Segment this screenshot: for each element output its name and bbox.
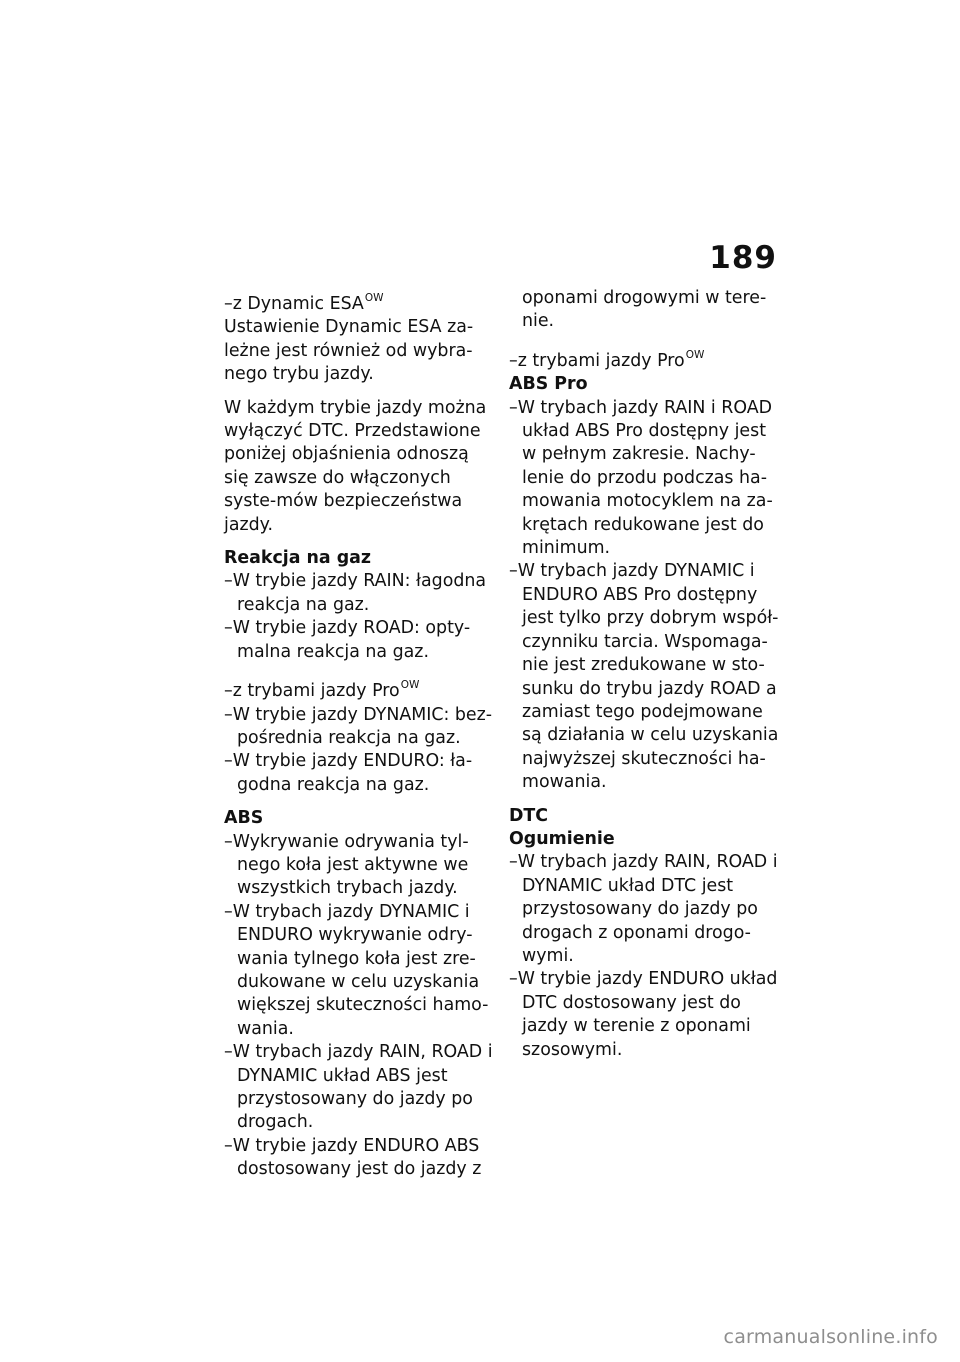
pro-sup-right: OW bbox=[685, 348, 705, 361]
list-item: –Wykrywanie odrywania tyl-nego koła jest aktywne we wszystkich trybach jazdy. bbox=[224, 831, 469, 899]
list-item: –W trybie jazdy DYNAMIC: bez-pośrednia reakcja na gaz. bbox=[224, 704, 493, 748]
list-item: –W trybie jazdy ENDURO ABS dostosowany jest do jazdy z bbox=[224, 1135, 482, 1180]
continuation-text: oponami drogowymi w tere-nie. bbox=[522, 288, 767, 332]
pro-heading-right-text: z trybami jazdy Pro bbox=[517, 350, 685, 371]
pro-sup: OW bbox=[400, 679, 420, 692]
list-item: –W trybie jazdy ROAD: opty-malna reakcja na gaz. bbox=[224, 618, 471, 662]
watermark-link[interactable]: carmanualsonline.info bbox=[723, 1326, 938, 1348]
pro-heading-text: z trybami jazdy Pro bbox=[232, 681, 400, 702]
dtc-heading: DTC bbox=[509, 805, 549, 826]
list-item: –W trybach jazdy RAIN, ROAD i DYNAMIC układ ABS jest przystosowany do jazdy po drogach. bbox=[224, 1042, 493, 1133]
list-item: –W trybach jazdy DYNAMIC i ENDURO wykrywanie odry-wania tylnego koła jest zre-dukowane w celu uzyskania większej skuteczności hamo-wania. bbox=[224, 901, 489, 1039]
esa-text: Ustawienie Dynamic ESA za-leżne jest również od wybra-nego trybu jazdy. bbox=[224, 317, 474, 385]
pro-heading-right: –z trybami jazdy Pro$^{OW}$ bbox=[509, 348, 705, 371]
dtc-intro-text: W każdym trybie jazdy można wyłączyć DTC. Przedstawione poniżej objaśnienia odnoszą się zawsze do włączonych syste-mów bezpieczeństwa jazdy. bbox=[224, 397, 487, 535]
esa-heading: –z Dynamic $ESA^{OW}$ bbox=[224, 292, 384, 314]
throttle-heading: Reakcja na gaz bbox=[224, 548, 372, 569]
list-item: –W trybach jazdy RAIN, ROAD i DYNAMIC układ DTC jest przystosowany do jazdy po drogach z oponami drogo-wymi. bbox=[509, 852, 778, 966]
abs-pro-heading: ABS Pro bbox=[509, 374, 588, 395]
esa-sup: OW bbox=[364, 292, 384, 304]
list-item: –W trybach jazdy RAIN i ROAD układ ABS Pro dostępny jest w pełnym zakresie. Nachy-lenie do przodu podczas ha-mowania motocyklem na za-krętach redukowane jest do minimum. bbox=[509, 397, 773, 559]
list-item: –W trybie jazdy ENDURO układ DTC dostosowany jest do jazdy w terenie z oponami szosowymi. bbox=[509, 969, 778, 1060]
list-item: –W trybie jazdy RAIN: łagodna reakcja na gaz. bbox=[224, 571, 487, 615]
esa-heading-text: z Dynamic ESA bbox=[232, 294, 364, 314]
left-column bbox=[224, 287, 496, 1182]
list-item: –W trybie jazdy ENDURO: ła-godna reakcja na gaz. bbox=[224, 751, 473, 795]
pro-heading: –z trybami jazdy Pro$^{OW}$ bbox=[224, 679, 420, 702]
right-column bbox=[509, 287, 784, 1062]
list-item: –W trybach jazdy DYNAMIC i ENDURO ABS Pro dostępny jest tylko przy dobrym współ-czynniku tarcia. Wspomaga-nie jest zredukowane w sto-sunku do trybu jazdy ROAD a zamiast tego podejmowane są działania w celu uzyskania najwyższej skuteczności ha-mowania. bbox=[509, 561, 779, 793]
page-number: 189 bbox=[709, 240, 777, 276]
abs-heading: ABS bbox=[224, 808, 264, 829]
tyres-heading: Ogumienie bbox=[509, 828, 615, 849]
